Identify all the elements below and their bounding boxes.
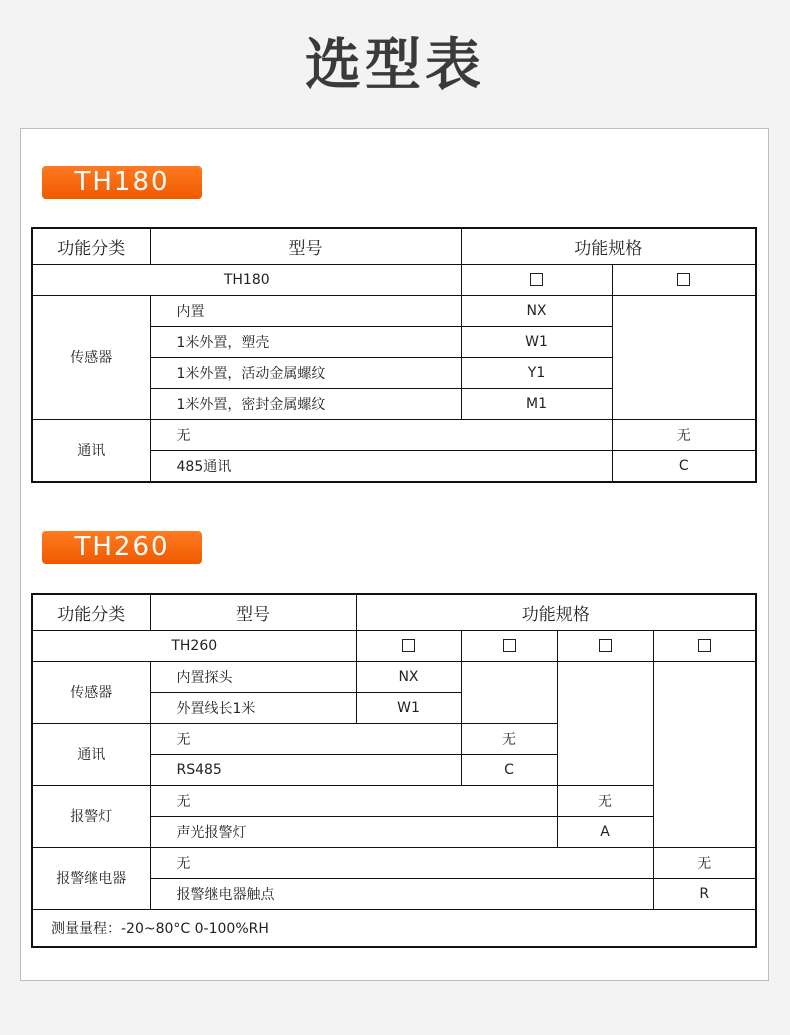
category-comm: 通讯 <box>32 419 150 482</box>
checkbox-icon <box>402 639 415 652</box>
category-alarm-relay: 报警继电器 <box>32 847 150 909</box>
option-code: Y1 <box>461 357 612 388</box>
header-category: 功能分类 <box>32 594 150 630</box>
option-desc: 1米外置，密封金属螺纹 <box>150 388 461 419</box>
header-spec: 功能规格 <box>461 228 756 264</box>
option-checkbox[interactable] <box>461 264 612 295</box>
header-model: 型号 <box>150 228 461 264</box>
option-desc: RS485 <box>150 754 461 785</box>
checkbox-icon <box>530 273 543 286</box>
option-code: C <box>461 754 557 785</box>
model-name: TH180 <box>32 264 461 295</box>
header-model: 型号 <box>150 594 356 630</box>
empty-cell <box>612 295 756 419</box>
option-desc: 无 <box>150 785 557 816</box>
option-checkbox[interactable] <box>356 630 461 661</box>
option-desc: 报警继电器触点 <box>150 878 653 909</box>
option-code: NX <box>461 295 612 326</box>
option-code: C <box>612 450 756 482</box>
empty-cell <box>461 661 557 723</box>
option-checkbox[interactable] <box>612 264 756 295</box>
category-sensor: 传感器 <box>32 295 150 419</box>
header-category: 功能分类 <box>32 228 150 264</box>
option-desc: 无 <box>150 723 461 754</box>
option-checkbox[interactable] <box>557 630 653 661</box>
checkbox-icon <box>599 639 612 652</box>
option-code: NX <box>356 661 461 692</box>
option-desc: 无 <box>150 419 612 450</box>
option-desc: 内置 <box>150 295 461 326</box>
checkbox-icon <box>677 273 690 286</box>
option-code: 无 <box>461 723 557 754</box>
empty-cell <box>653 661 756 847</box>
empty-cell <box>557 661 653 785</box>
range-note: 测量量程：-20~80°C 0-100%RH <box>32 909 756 947</box>
option-desc: 485通讯 <box>150 450 612 482</box>
th260-table <box>31 593 757 948</box>
model-name: TH260 <box>32 630 356 661</box>
checkbox-icon <box>698 639 711 652</box>
th180-table <box>31 227 757 483</box>
option-code: W1 <box>461 326 612 357</box>
option-code: M1 <box>461 388 612 419</box>
page-title: 选型表 <box>305 33 485 98</box>
option-code: A <box>557 816 653 847</box>
option-code: R <box>653 878 756 909</box>
option-checkbox[interactable] <box>653 630 756 661</box>
option-checkbox[interactable] <box>461 630 557 661</box>
option-desc: 内置探头 <box>150 661 356 692</box>
th260-tag: TH260 <box>42 531 202 564</box>
checkbox-icon <box>503 639 516 652</box>
option-code: 无 <box>612 419 756 450</box>
option-code: W1 <box>356 692 461 723</box>
category-alarm-light: 报警灯 <box>32 785 150 847</box>
th180-tag: TH180 <box>42 166 202 199</box>
category-sensor: 传感器 <box>32 661 150 723</box>
option-desc: 1米外置，活动金属螺纹 <box>150 357 461 388</box>
option-desc: 声光报警灯 <box>150 816 557 847</box>
option-code: 无 <box>653 847 756 878</box>
category-comm: 通讯 <box>32 723 150 785</box>
header-spec: 功能规格 <box>356 594 756 630</box>
option-desc: 无 <box>150 847 653 878</box>
option-desc: 外置线长1米 <box>150 692 356 723</box>
option-desc: 1米外置，塑壳 <box>150 326 461 357</box>
option-code: 无 <box>557 785 653 816</box>
